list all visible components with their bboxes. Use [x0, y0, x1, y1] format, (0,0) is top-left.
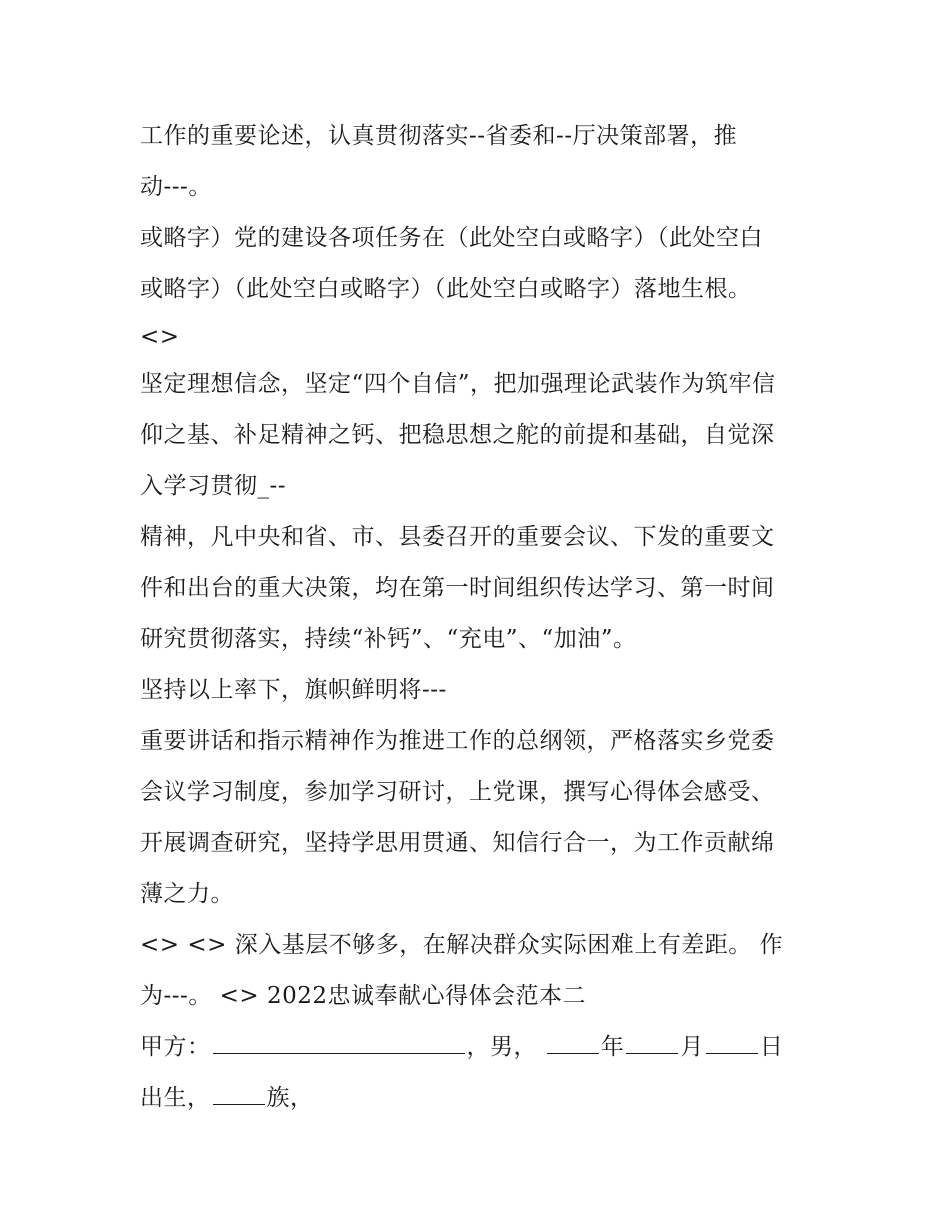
- ethnicity-blank[interactable]: [213, 1078, 265, 1105]
- birth-day-blank[interactable]: [706, 1027, 758, 1054]
- birth-month-blank[interactable]: [626, 1027, 678, 1054]
- birth-prefix: 出生，: [140, 1085, 211, 1111]
- party-a-label: 甲方：: [140, 1034, 211, 1060]
- text-line-5: <>: [140, 324, 180, 350]
- text-line-18: 为---。 <> 2022忠诚奉献心得体会范本二: [140, 983, 587, 1009]
- document-body: [140, 111, 820, 1124]
- text-line-1: 工作的重要论述，认真贯彻落实--省委和--厅决策部署，推: [140, 123, 738, 149]
- month-label: 月: [680, 1034, 704, 1060]
- party-a-name-blank[interactable]: [213, 1027, 465, 1054]
- ethnicity-suffix: 族，: [266, 1085, 314, 1111]
- text-line-14: 会议学习制度，参加学习研讨，上党课，撰写心得体会感受、: [140, 779, 775, 805]
- text-line-10: 件和出台的重大决策，均在第一时间组织传达学习、第一时间: [140, 575, 775, 601]
- text-line-13: 重要讲话和指示精神作为推进工作的总纲领，严格落实乡党委: [140, 728, 775, 754]
- text-line-15: 开展调查研究，坚持学思用贯通、知信行合一，为工作贡献绵: [140, 830, 775, 856]
- birth-year-blank[interactable]: [547, 1027, 599, 1054]
- text-line-6: 坚定理想信念，坚定“四个自信”，把加强理论武装作为筑牢信: [140, 371, 776, 397]
- year-label: 年: [600, 1034, 625, 1060]
- birth-line: [140, 1073, 820, 1124]
- text-line-8: 入学习贯彻_--: [140, 473, 287, 499]
- text-line-17: <> <> 深入基层不够多，在解决群众实际困难上有差距。 作: [140, 932, 784, 958]
- text-line-16: 薄之力。: [140, 881, 234, 907]
- text-line-9: 精神，凡中央和省、市、县委召开的重要会议、下发的重要文: [140, 524, 775, 550]
- text-line-4: 或略字）（此处空白或略字）（此处空白或略字）落地生根。: [140, 276, 752, 302]
- text-line-11: 研究贯彻落实，持续“补钙”、“充电”、“加油”。: [140, 626, 637, 652]
- day-label: 日: [759, 1034, 784, 1060]
- text-line-2: 动---。: [140, 174, 212, 200]
- text-line-12: 坚持以上率下，旗帜鲜明将---: [140, 677, 447, 703]
- text-line-7: 仰之基、补足精神之钙、把稳思想之舵的前提和基础，自觉深: [140, 422, 775, 448]
- gender-text: ，男，: [466, 1034, 537, 1060]
- text-line-3: 或略字）党的建设各项任务在（此处空白或略字）（此处空白: [140, 225, 763, 251]
- party-a-line: [140, 1022, 820, 1073]
